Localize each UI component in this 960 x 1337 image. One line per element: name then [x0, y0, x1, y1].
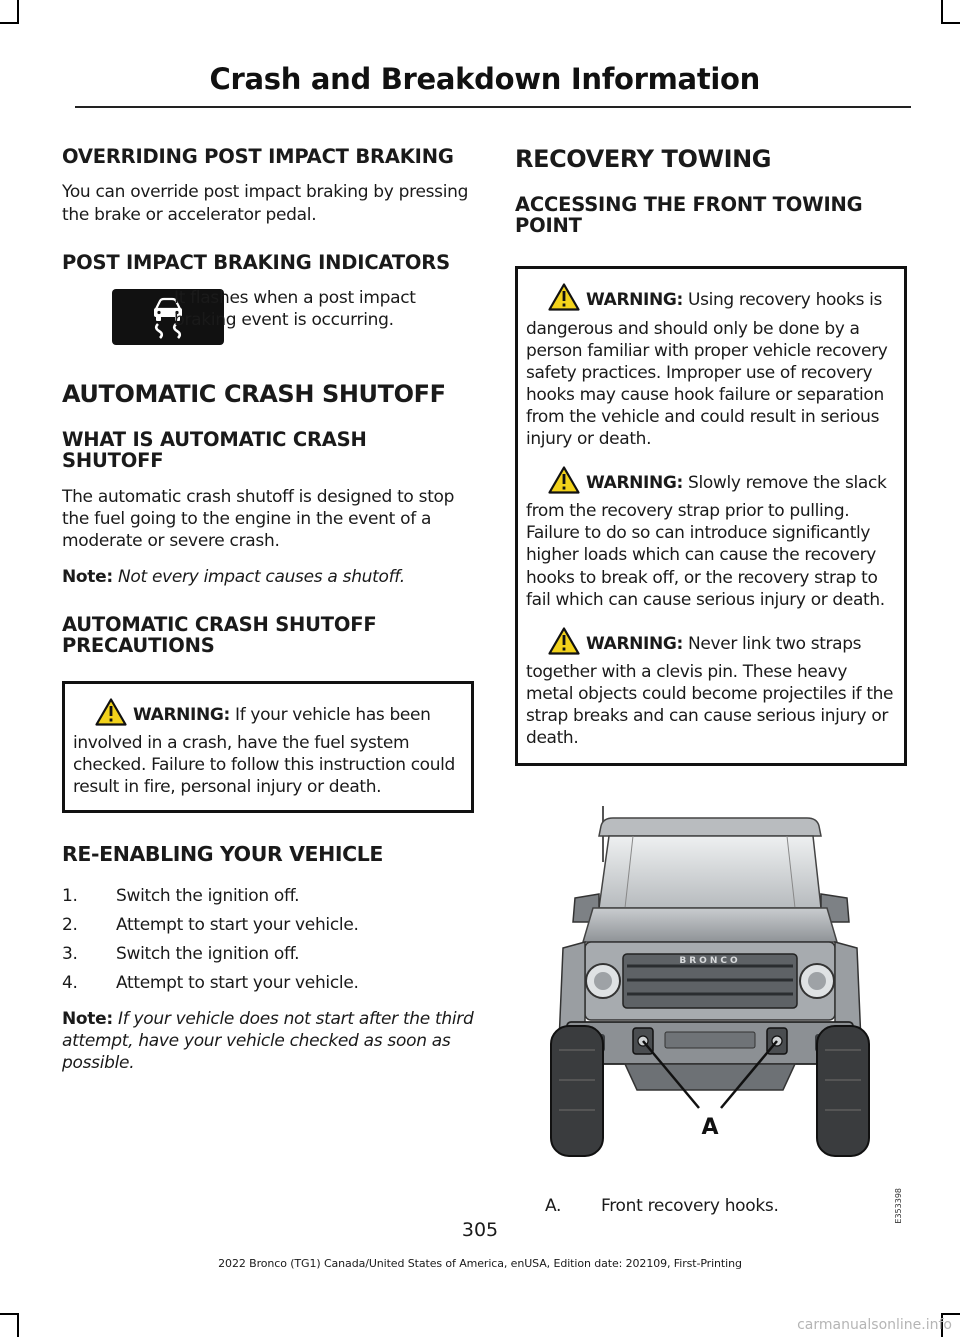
warning-item	[526, 627, 896, 749]
warning-triangle-icon	[548, 627, 580, 661]
warning-label: WARNING:	[586, 633, 683, 654]
svg-text:BRONCO: BRONCO	[679, 956, 741, 967]
warning-box-recovery	[515, 266, 907, 766]
crop-mark-top-left-h	[0, 22, 19, 24]
warning-text: Using recovery hooks is dangerous and should only be done by a person familiar with proper vehicle recovery safety practices. Improper use of recovery hooks may cause hook failure or separation from the vehicle and could result in serious injury or death.	[526, 290, 888, 450]
step-item: 4. Attempt to start your vehicle.	[62, 973, 359, 993]
note-re-enabling	[62, 1008, 474, 1074]
warning-triangle-icon	[548, 466, 580, 500]
step-item: 3. Switch the ignition off.	[62, 943, 300, 964]
heading-shutoff-precautions: AUTOMATIC CRASH SHUTOFF PRECAUTIONS	[62, 612, 377, 658]
caption-description: Front recovery hooks.	[601, 1196, 779, 1217]
left-column	[62, 146, 474, 1100]
indicator-description: It flashes when a post impact braking event is occurring.	[174, 288, 416, 331]
warning-text: If your vehicle has been involved in a crash, have the fuel system checked. Failure to follow this instruction could result in fire, personal injury or death.	[73, 704, 455, 798]
note-label: Note:	[62, 566, 113, 587]
note-text: Not every impact causes a shutoff.	[117, 566, 405, 587]
note-shutoff	[62, 566, 474, 588]
footer-edition-text: 2022 Bronco (TG1) Canada/United States of America, enUSA, Edition date: 202109, First-Printing	[218, 1257, 742, 1270]
text-shutoff: The automatic crash shutoff is designed to stop the fuel going to the engine in the event of a moderate or severe crash.	[62, 486, 455, 551]
text-overriding: You can override post impact braking by pressing the brake or accelerator pedal.	[62, 182, 469, 225]
watermark-link[interactable]: carmanualsonline.info	[797, 1317, 952, 1333]
indicator-row	[62, 287, 474, 359]
heading-post-impact-indicators: POST IMPACT BRAKING INDICATORS	[62, 250, 450, 274]
figure-code: E353398	[894, 1188, 903, 1224]
step-item: 1. Switch the ignition off.	[62, 885, 300, 906]
warning-item	[526, 466, 896, 611]
crop-mark-bottom-left-v	[17, 1313, 19, 1337]
warning-text: Never link two straps together with a clevis pin. These heavy metal objects could become projectiles if the strap breaks and can cause serious injury or death.	[526, 633, 894, 749]
warning-box-fuel	[62, 681, 474, 813]
heading-automatic-crash-shutoff: AUTOMATIC CRASH SHUTOFF	[62, 380, 446, 409]
note-text: If your vehicle does not start after the third attempt, have your vehicle checked as soon as possible.	[62, 1009, 474, 1074]
caption-key: A.	[545, 1196, 562, 1217]
header-rule	[75, 106, 911, 108]
warning-label: WARNING:	[586, 473, 683, 494]
right-column	[515, 146, 907, 1224]
steps-list	[62, 885, 474, 994]
crop-mark-bottom-left-h	[0, 1313, 19, 1315]
heading-what-is-shutoff: WHAT IS AUTOMATIC CRASH SHUTOFF	[62, 427, 367, 473]
warning-triangle-icon	[95, 698, 127, 732]
crop-mark-top-right-h	[941, 22, 960, 24]
warning-triangle-icon	[548, 283, 580, 317]
page-header-title: Crash and Breakdown Information	[209, 62, 760, 96]
page-number: 305	[461, 1219, 499, 1241]
warning-text: Slowly remove the slack from the recovery strap prior to pulling. Failure to do so can introduce significantly higher loads which can cause the recovery hooks to break off, or the recovery strap to fail which can cause serious injury or death.	[526, 473, 887, 610]
note-label: Note:	[62, 1009, 113, 1030]
heading-re-enabling: RE-ENABLING YOUR VEHICLE	[62, 842, 384, 867]
warning-item	[73, 698, 463, 798]
callout-label: A	[701, 1115, 719, 1141]
heading-recovery-towing: RECOVERY TOWING	[515, 145, 772, 173]
heading-front-towing-point: ACCESSING THE FRONT TOWING POINT	[515, 192, 863, 238]
crop-mark-bottom-right-h	[941, 1313, 960, 1315]
warning-label: WARNING:	[133, 704, 230, 725]
heading-overriding-post-impact-braking: OVERRIDING POST IMPACT BRAKING	[62, 145, 454, 168]
crop-mark-top-left-v	[17, 0, 19, 24]
step-item: 2. Attempt to start your vehicle.	[62, 914, 359, 935]
warning-label: WARNING:	[586, 290, 683, 311]
crop-mark-top-right-v	[941, 0, 943, 24]
warning-item	[526, 283, 896, 450]
